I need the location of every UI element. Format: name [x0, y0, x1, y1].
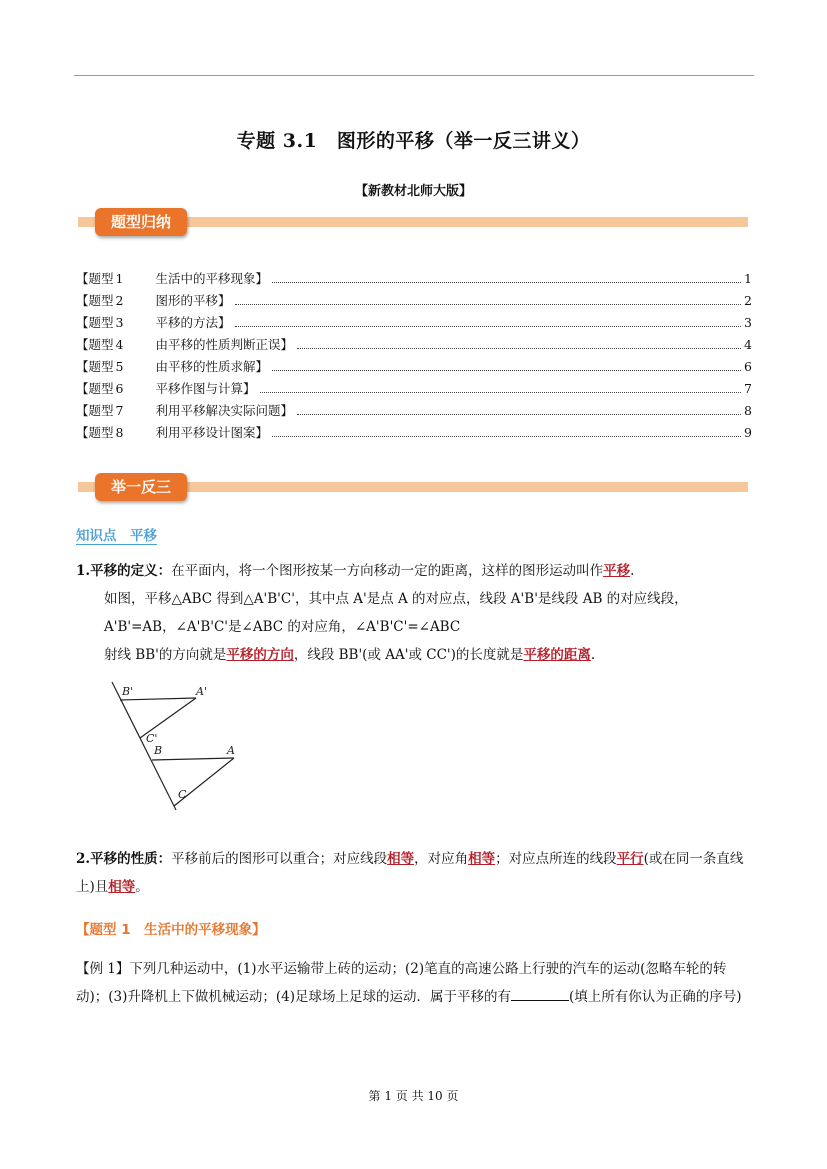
toc-leader: [272, 436, 741, 437]
definition-paragraph: 1.平移的定义：在平面内，将一个图形按某一方向移动一定的距离，这样的图形运动叫作平移. 如图，平移△ABC 得到△A'B'C'，其中点 A'是点 A 的对应点，线段 A'B'是线段 AB 的对应线段，A'B'=AB，∠A'B'C'是∠ABC 的对应角，∠A'B'C'=∠ABC 射线 BB'的方向就是平移的方向，线段 BB'(或 AA'或 CC')的长度就是平移的距离.: [76, 557, 754, 669]
label-b-prime: B': [122, 685, 134, 698]
document-title: 专题 3.1 图形的平移（举一反三讲义）: [236, 130, 591, 152]
toc-leader: [260, 392, 742, 393]
toc-leader: [272, 370, 741, 371]
toc-leader: [297, 348, 741, 349]
toc-page-number: 6: [744, 359, 752, 374]
label-c: C: [178, 788, 187, 801]
header-rule: [74, 75, 754, 76]
toc-row[interactable]: 【题型 7 利用平移解决实际问题】 8: [76, 403, 752, 418]
segment-a-prime-b-prime: [120, 698, 196, 700]
knowledge-point-heading: 知识点 平移: [76, 524, 157, 545]
toc-row[interactable]: 【题型 5 由平移的性质求解】 6: [76, 359, 752, 374]
table-of-contents: [76, 269, 752, 445]
term-parallel: 平行: [616, 851, 644, 867]
example-label: 【例 1】: [76, 961, 130, 977]
label-a-prime: A': [196, 685, 207, 698]
toc-row[interactable]: 【题型 6 平移作图与计算】 7: [76, 381, 752, 396]
document-subtitle: 【新教材北师大版】: [354, 184, 472, 199]
toc-row[interactable]: 【题型 1 生活中的平移现象】 1: [76, 271, 752, 286]
toc-leader: [297, 414, 741, 415]
translation-figure: [104, 678, 254, 813]
type-1-heading: 【题型 1 生活中的平移现象】: [76, 922, 266, 938]
toc-leader: [235, 304, 742, 305]
example-1: 【例 1】下列几种运动中，(1)水平运输带上砖的运动；(2)笔直的高速公路上行驶的汽车的运动(忽略车轮的转动)；(3)升降机上下做机械运动；(4)足球场上足球的运动．属于平移的有 (填上所有你认为正确的序号): [76, 961, 742, 1005]
definition-heading: 1.平移的定义：: [76, 563, 172, 579]
property-paragraph: 2.平移的性质：平移前后的图形可以重合；对应线段相等，对应角相等；对应点所连的线段平行(或在同一条直线上)且相等。: [76, 851, 744, 895]
toc-leader: [272, 282, 741, 283]
label-b: B: [154, 744, 163, 757]
term-translation: 平移: [603, 563, 631, 579]
toc-page-number: 8: [744, 403, 752, 418]
toc-leader: [235, 326, 742, 327]
answer-blank[interactable]: [511, 986, 569, 1001]
toc-row[interactable]: 【题型 8 利用平移设计图案】 9: [76, 425, 752, 440]
section-tag-summary: 题型归纳: [95, 208, 187, 236]
toc-page-number: 1: [744, 271, 752, 286]
term-distance: 平移的距离: [523, 647, 591, 663]
property-heading: 2.平移的性质：: [76, 851, 172, 867]
label-c-prime: C': [146, 732, 158, 745]
segment-ab: [152, 758, 234, 760]
toc-page-number: 4: [744, 337, 752, 352]
section-tag-practice: 举一反三: [95, 473, 187, 501]
toc-row[interactable]: 【题型 4 由平移的性质判断正误】 4: [76, 337, 752, 352]
definition-example-text: 如图，平移△ABC 得到△A'B'C'，其中点 A'是点 A 的对应点，线段 A'B'是线段 AB 的对应线段，A'B'=AB，∠A'B'C'是∠ABC 的对应角，∠A'B'C'=∠ABC: [104, 591, 688, 635]
term-direction: 平移的方向: [226, 647, 294, 663]
toc-row[interactable]: 【题型 3 平移的方法】 3: [76, 315, 752, 330]
toc-row[interactable]: 【题型 2 图形的平移】 2: [76, 293, 752, 308]
toc-page-number: 3: [744, 315, 752, 330]
term-equal-segments: 相等: [387, 851, 415, 867]
term-equal-angles: 相等: [468, 851, 496, 867]
page-footer: 第 1 页 共 10 页: [368, 1089, 459, 1103]
term-equal-length: 相等: [108, 879, 136, 895]
toc-page-number: 2: [744, 293, 752, 308]
line-bb-prime: [112, 682, 176, 810]
toc-page-number: 9: [744, 425, 752, 440]
toc-page-number: 7: [744, 381, 752, 396]
label-a: A: [227, 744, 235, 757]
